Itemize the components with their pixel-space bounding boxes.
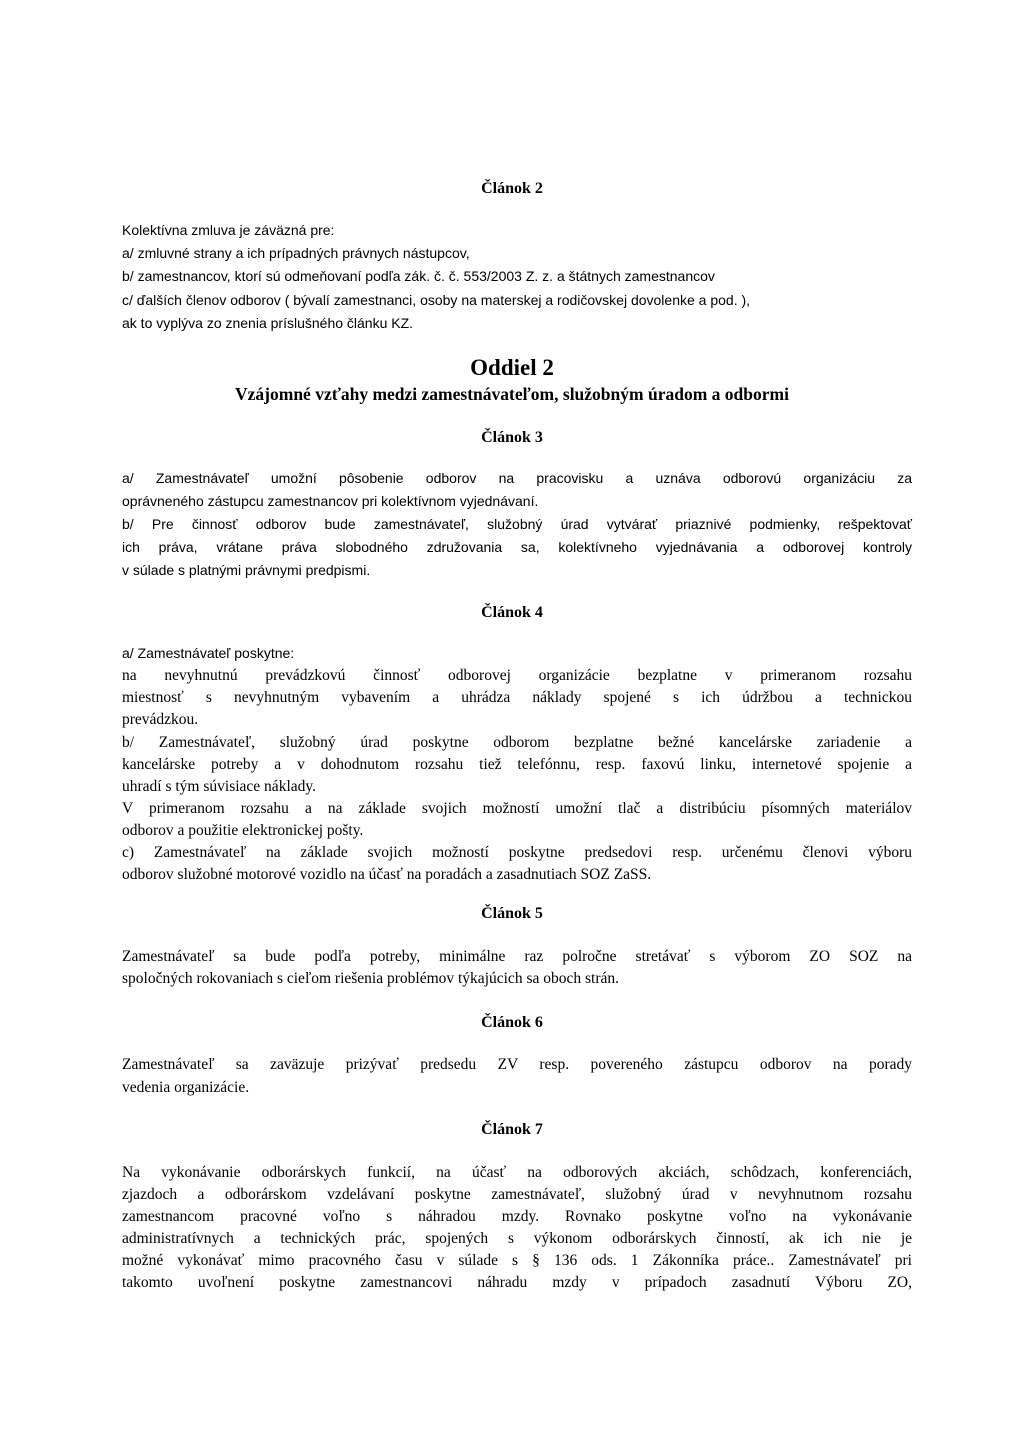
article-3-line: ich práva, vrátane práva slobodného združovania sa, kolektívneho vyjednávania a odborovej kontroly (122, 539, 912, 555)
article-2-line: b/ zamestnancov, ktorí sú odmeňovaní podľa zák. č. č. 553/2003 Z. z. a štátnych zamestnancov (122, 268, 715, 284)
article-2-line: c/ ďalších členov odborov ( bývalí zamestnanci, osoby na materskej a rodičovskej dovolenke a pod. ), (122, 292, 751, 308)
article-5-line: Zamestnávateľ sa bude podľa potreby, minimálne raz polročne stretávať s výborom ZO SOZ na (122, 948, 912, 965)
article-4-heading: Článok 4 (481, 604, 543, 621)
article-4-line: na nevyhnutnú prevádzkovú činnosť odborovej organizácie bezplatne v primeranom rozsahu (122, 667, 912, 684)
article-4-line: odborov a použitie elektronickej pošty. (122, 822, 364, 839)
article-5-line: spoločných rokovaniach s cieľom riešenia problémov týkajúcich sa oboch strán. (122, 970, 619, 987)
article-7-heading: Článok 7 (481, 1121, 543, 1138)
article-7-line: administratívnych a technických prác, spojených s výkonom odborárskych činností, ak ich nie je (122, 1230, 912, 1247)
article-6-line: Zamestnávateľ sa zaväzuje prizývať predsedu ZV resp. povereného zástupcu odborov na porady (122, 1056, 912, 1073)
article-4-line: miestnosť s nevyhnutným vybavením a uhrádza náklady spojené s ich údržbou a technickou (122, 689, 912, 706)
article-2-heading: Článok 2 (481, 180, 543, 197)
article-4-line: a/ Zamestnávateľ poskytne: (122, 645, 295, 661)
article-3-line: v súlade s platnými právnymi predpismi. (122, 562, 371, 578)
article-7-line: možné vykonávať mimo pracovného času v súlade s § 136 ods. 1 Zákonníka práce.. Zamestnávateľ pri (122, 1252, 912, 1269)
article-6-heading: Článok 6 (481, 1014, 543, 1031)
article-4-line: b/ Zamestnávateľ, služobný úrad poskytne odborom bezplatne bežné kancelárske zariadenie a (122, 734, 912, 751)
article-4-line: uhradí s tým súvisiace náklady. (122, 778, 316, 795)
section-subtitle: Vzájomné vzťahy medzi zamestnávateľom, služobným úradom a odbormi (235, 384, 789, 404)
article-4-line: kancelárske potreby a v dohodnutom rozsahu tiež telefónnu, resp. faxovú linku, internetové spojenie a (122, 756, 912, 773)
article-7-line: takomto uvoľnení poskytne zamestnancovi náhradu mzdy v prípadoch zasadnutí Výboru ZO, (122, 1274, 912, 1291)
article-5-heading: Článok 5 (481, 905, 543, 922)
article-4-line: prevádzkou. (122, 711, 199, 728)
article-2-line: Kolektívna zmluva je záväzná pre: (122, 222, 335, 238)
article-3-heading: Článok 3 (481, 429, 543, 446)
article-3-line: b/ Pre činnosť odborov bude zamestnávateľ, služobný úrad vytvárať priaznivé podmienky, rešpektovať (122, 516, 912, 532)
section-title: Oddiel 2 (470, 355, 554, 380)
article-7-line: zamestnancom pracovné voľno s náhradou mzdy. Rovnako poskytne voľno na vykonávanie (122, 1208, 912, 1225)
article-7-line: zjazdoch a odborárskom vzdelávaní poskytne zamestnávateľ, služobný úrad v nevyhnutnom rozsahu (122, 1186, 912, 1203)
article-6-line: vedenia organizácie. (122, 1079, 250, 1096)
article-4-line: c) Zamestnávateľ na základe svojich možností poskytne predsedovi resp. určenému členovi výboru (122, 844, 912, 861)
article-4-line: odborov služobné motorové vozidlo na účasť na poradách a zasadnutiach SOZ ZaSS. (122, 866, 652, 883)
article-3-line: oprávneného zástupcu zamestnancov pri kolektívnom vyjednávaní. (122, 493, 539, 509)
article-7-line: Na vykonávanie odborárskych funkcií, na účasť na odborových akciách, schôdzach, konferenciách, (122, 1164, 912, 1181)
article-4-line: V primeranom rozsahu a na základe svojich možností umožní tlač a distribúciu písomných materiálov (122, 800, 912, 817)
article-2-line: a/ zmluvné strany a ich prípadných právnych nástupcov, (122, 245, 470, 261)
article-3-line: a/ Zamestnávateľ umožní pôsobenie odborov na pracovisku a uznáva odborovú organizáciu za (122, 470, 912, 486)
article-2-line: ak to vyplýva zo znenia príslušného článku KZ. (122, 315, 414, 331)
